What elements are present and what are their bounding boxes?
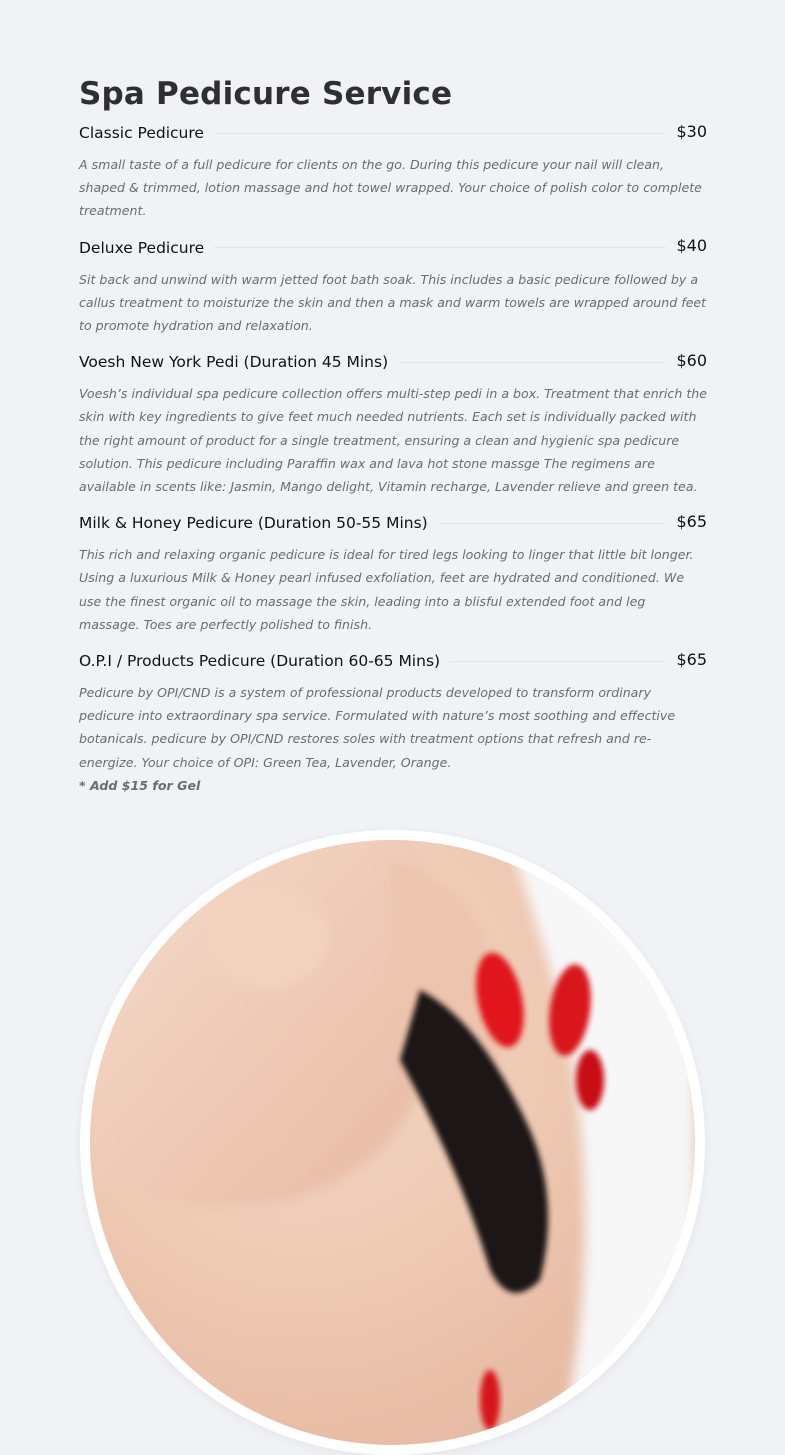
pedicure-menu bbox=[79, 70, 707, 797]
menu-item-header bbox=[79, 648, 707, 674]
menu-item-header bbox=[79, 510, 707, 536]
menu-item-description: Voesh’s individual spa pedicure collection offers multi-step pedi in a box. Treatment that enrich the skin with key ingredients to give feet much needed nutrients. Each set is individually packed with the right amount of product for a single treatment, ensuring a clean and hygienic spa pedicure solution. This pedicure including Paraffin wax and lava hot stone massge The regimens are available in scents like: Jasmin, Mango delight, Vitamin recharge, Lavender relieve and green tea. bbox=[79, 386, 707, 495]
menu-item-price: $60 bbox=[676, 350, 707, 370]
menu-item-description: Pedicure by OPI/CND is a system of professional products developed to transform ordinary pedicure into extraordinary spa service. Formulated with nature’s most soothing and effective botanicals. pedicure by OPI/CND restores soles with treatment options that refresh and re-energize. Your choice of OPI: Green Tea, Lavender, Orange. bbox=[79, 685, 676, 770]
menu-item-opi bbox=[79, 648, 707, 797]
leader-line bbox=[438, 523, 667, 524]
leader-line bbox=[450, 661, 666, 662]
menu-item-price: $40 bbox=[676, 236, 707, 256]
menu-item-price: $65 bbox=[676, 649, 707, 669]
menu-item-classic bbox=[79, 120, 707, 223]
menu-item-price: $30 bbox=[676, 121, 707, 141]
menu-item-name: Classic Pedicure bbox=[79, 124, 204, 142]
page-title: Spa Pedicure Service bbox=[79, 76, 453, 112]
menu-item-header bbox=[79, 235, 707, 261]
menu-item-description: A small taste of a full pedicure for clients on the go. During this pedicure your nail will clean, shaped & trimmed, lotion massage and hot towel wrapped. Your choice of polish color to complete treatment. bbox=[79, 157, 702, 219]
menu-item-description: Sit back and unwind with warm jetted foot bath soak. This includes a basic pedicure followed by a callus treatment to moisturize the skin and then a mask and warm towels are wrapped around feet to promote hydration and relaxation. bbox=[79, 271, 707, 334]
gel-addon-note: * Add $15 for Gel bbox=[79, 777, 201, 793]
menu-item-name: Deluxe Pedicure bbox=[79, 238, 205, 257]
menu-item-name: Milk & Honey Pedicure (Duration 50-55 Mins) bbox=[79, 514, 428, 533]
menu-item-name: Voesh New York Pedi (Duration 45 Mins) bbox=[79, 353, 389, 372]
menu-item-header bbox=[79, 349, 707, 375]
menu-item-name: O.P.I / Products Pedicure (Duration 60-65 Mins) bbox=[79, 652, 441, 671]
menu-item-milk-honey bbox=[79, 510, 707, 636]
pedicure-photo-frame bbox=[80, 830, 705, 1455]
leader-line bbox=[214, 247, 666, 248]
pedicure-illustration bbox=[90, 840, 695, 1445]
leader-line bbox=[398, 362, 666, 363]
menu-item-description: This rich and relaxing organic pedicure is ideal for tired legs looking to linger that little bit longer. Using a luxurious Milk & Honey pearl infused exfoliation, feet are hydrated and conditioned. We use the finest organic oil to massage the skin, leading into a blisful extended foot and leg massage. Toes are perfectly polished to finish. bbox=[79, 547, 694, 632]
leader-line bbox=[214, 133, 667, 134]
pedicure-photo bbox=[90, 840, 695, 1445]
menu-item-header bbox=[79, 120, 707, 146]
menu-item-deluxe bbox=[79, 235, 707, 338]
menu-item-voesh bbox=[79, 349, 707, 498]
menu-item-price: $65 bbox=[676, 511, 707, 531]
